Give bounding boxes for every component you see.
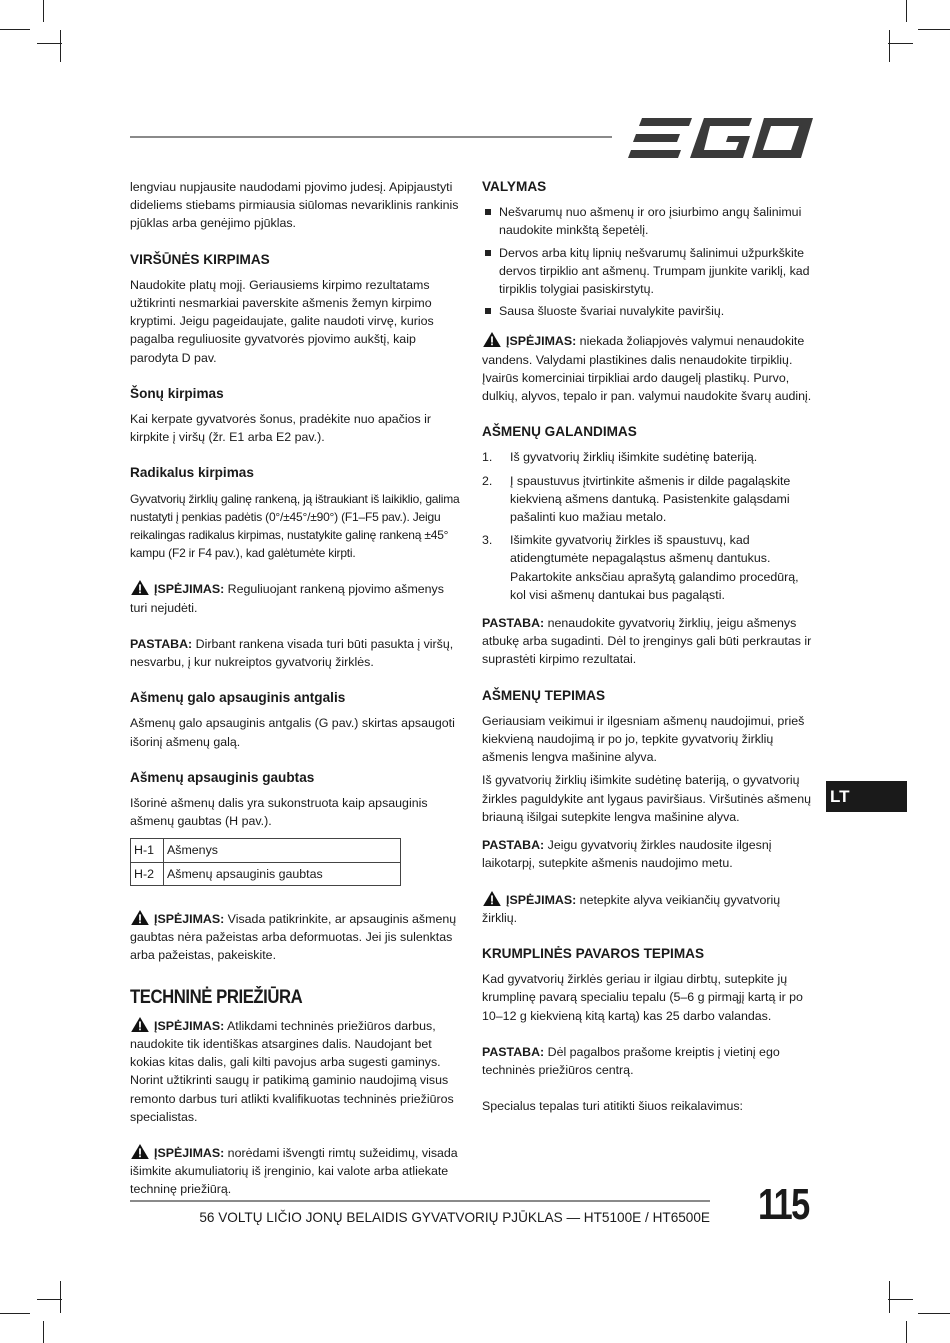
warning-triangle-icon xyxy=(130,1017,150,1032)
list-item: Dervos arba kitų lipnių nešvarumų šalinimui užpurkškite dervos tirpiklio ant ašmenų. Trumpam įjunkite variklį, kad tirpiklis tolygiai pasiskirstytų. xyxy=(482,244,812,299)
warning-triangle-icon xyxy=(482,891,502,906)
note-text: Dėl pagalbos prašome kreiptis į vietinį ego techninės priežiūros centrą. xyxy=(482,1044,780,1077)
crop-mark xyxy=(918,29,950,30)
warning-triangle-icon xyxy=(482,332,502,347)
crop-mark xyxy=(60,1281,61,1313)
list-item: 3. Išimkite gyvatvorių žirkles iš spaustuvų, kad atidengtumėte nepagaląstus ašmenų dantukus. Pakartokite anksčiau aprašytą galandimo procedūrą, kol visi ašmenų dantukai bus pagaląsti. xyxy=(482,533,799,602)
right-column xyxy=(482,178,812,1115)
section-title-sharpening: AŠMENŲ GALANDIMAS xyxy=(482,424,637,440)
list-item: 2. Į spaustuvus įtvirtinkite ašmenis ir dilde pagaląskite kiekvieną ašmens dantuką. Pasistenkite galąsdami pašalinti kuo mažiau metalo. xyxy=(482,473,791,525)
warning-text: niekada žoliapjovės valymui nenaudokite vandens. Valydami plastikines dalis nenaudokite tirpiklių. Įvairūs komerciniai tirpikliai ardo daugelį plastikų. Purvo, dulkių, alyvos, tepalo ir pan. valymui naudokite švarų audinį. xyxy=(482,334,812,404)
crop-mark xyxy=(888,43,913,44)
left-column xyxy=(130,178,464,1199)
grease-requirements: Specialus tepalas turi atitikti šiuos reikalavimus: xyxy=(482,1099,744,1114)
list-item: Nešvarumų nuo ašmenų ir oro įsiurbimo angų šalinimui naudokite minkštą šepetėlį. xyxy=(482,203,812,239)
warning-text: norėdami išvengti rimtų sužeidimų, visada išimkite akumuliatorių iš įrenginio, kai valote arba atliekate techninę priežiūrą. xyxy=(130,1145,458,1197)
warning-text: Visada patikrinkite, ar apsauginis ašmenų gaubtas nėra pažeistas arba deformuotas. Jei jis sulenktas arba pažeistas, pakeiskite. xyxy=(130,911,457,963)
warning-label: ĮSPĖJIMAS: xyxy=(506,334,577,349)
warning-handle xyxy=(130,580,464,616)
note-label: PASTABA: xyxy=(482,838,545,853)
list-item: 1. Iš gyvatvorių žirklių išimkite sudėtinę bateriją. xyxy=(482,450,758,465)
ego-logo xyxy=(628,116,813,160)
note-long-use xyxy=(482,836,812,872)
cleaning-list xyxy=(482,203,812,320)
sharpening-list xyxy=(482,448,812,604)
note-label: PASTABA: xyxy=(482,616,545,631)
radical-trim-paragraph: Gyvatvorių žirklių galinę rankeną, ją ištraukiant iš laikiklio, galima nustatyti į penkias padėtis (0°/±45°/±90°) (F1–F5 pav.). Jeigu reikalingas radikalus kirpimas, nustatykite galinę rankeną ±45° kampu (F2 ir F4 pav.), kad galėtumėte kirpti. xyxy=(130,491,460,561)
section-title-side-trim: Šonų kirpimas xyxy=(130,385,224,401)
note-label: PASTABA: xyxy=(130,636,193,651)
warning-triangle-icon xyxy=(130,580,150,595)
crop-mark xyxy=(37,1299,62,1300)
bullet-square-icon xyxy=(485,209,491,215)
crop-mark xyxy=(889,1281,890,1313)
section-title-maintenance: TECHNINĖ PRIEŽIŪRA xyxy=(130,986,303,1008)
part-value: Ašmenų apsauginis gaubtas xyxy=(164,862,401,885)
warning-running xyxy=(482,891,812,927)
warning-label: ĮSPĖJIMAS: xyxy=(154,582,225,597)
section-title-radical-trim: Radikalus kirpimas xyxy=(130,465,254,481)
warning-text: Atlikdami techninės priežiūros darbus, naudokite tik identiškas atsargines dalis. Naudojant bet kokias kitas dalis, gali kilti pavojus arba sugesti gaminys. Norint užtikrinti saugų ir patikimą gaminio naudojimą visus remonto darbus turi atlikti kvalifikuotas techninės priežiūros specialistas. xyxy=(130,1018,454,1124)
part-key: H-2 xyxy=(131,862,164,885)
warning-text: Reguliuojant rankeną pjovimo ašmenys turi nejudėti. xyxy=(130,582,444,615)
gear-paragraph: Kad gyvatvorių žirklės geriau ir ilgiau dirbtų, sutepkite jų krumplinę pavarą specialiu tepalu (5–6 g pirmąjį kartą ir po 10–12 g kiekvieną kitą kartą) kas 25 darbo valandas. xyxy=(482,972,803,1023)
footer-title: 56 VOLTŲ LIČIO JONŲ BELAIDIS GYVATVORIŲ PJŪKLAS — HT5100E / HT6500E xyxy=(199,1210,710,1225)
part-key: H-1 xyxy=(131,839,164,862)
section-title-blade-cover: Ašmenų apsauginis gaubtas xyxy=(130,769,315,785)
warning-triangle-icon xyxy=(130,1144,150,1159)
warning-text: netepkite alyva veikiančių gyvatvorių žirklių. xyxy=(482,892,781,925)
warning-label: ĮSPĖJIMAS: xyxy=(154,1145,225,1160)
top-trim-paragraph: Naudokite platų mojį. Geriausiems kirpimo rezultatams užtikrinti nesmarkiai paverskite ašmenis žemyn kirpimo kryptimi. Jeigu pageidaujate, galite naudoti virvę, kurios pagalba reguliuosite gyvatvorės pjovimo aukštį, kaip parodyta D pav. xyxy=(130,277,434,365)
warning-label: ĮSPĖJIMAS: xyxy=(154,1018,225,1033)
warning-parts xyxy=(130,1017,464,1126)
note-handle xyxy=(130,635,464,671)
note-blunt xyxy=(482,614,812,669)
blade-cover-paragraph: Išorinė ašmenų dalis yra sukonstruota kaip apsauginis ašmenų gaubtas (H pav.). xyxy=(130,796,428,829)
note-text: Jeigu gyvatvorių žirkles naudosite ilgesnį laikotarpį, sutepkite ašmenis naudojimo metu. xyxy=(482,838,772,871)
side-trim-paragraph: Kai kerpate gyvatvorės šonus, pradėkite nuo apačios ir kirpkite į viršų (žr. E1 arba E2 pav.). xyxy=(130,412,431,445)
table-row xyxy=(131,862,401,885)
section-title-top-trim: VIRŠŪNĖS KIRPIMAS xyxy=(130,251,270,267)
warning-cover xyxy=(130,910,464,965)
bullet-square-icon xyxy=(485,308,491,314)
page-number: 115 xyxy=(758,1180,809,1229)
part-value: Ašmenys xyxy=(164,839,401,862)
crop-mark xyxy=(918,1313,950,1314)
warning-label: ĮSPĖJIMAS: xyxy=(506,892,577,907)
crop-mark xyxy=(43,0,44,22)
crop-mark xyxy=(906,1321,907,1343)
section-title-cleaning: VALYMAS xyxy=(482,179,547,194)
warning-label: ĮSPĖJIMAS: xyxy=(154,911,225,926)
crop-mark xyxy=(0,29,30,30)
list-item: Sausa šluoste švariai nuvalykite paviršių. xyxy=(482,302,812,320)
warning-triangle-icon xyxy=(130,910,150,925)
header-rule xyxy=(130,136,612,138)
warning-water xyxy=(482,332,812,405)
crop-mark xyxy=(906,0,907,22)
warning-battery xyxy=(130,1144,464,1199)
crop-mark xyxy=(60,30,61,62)
note-text: Dirbant rankena visada turi būti pasukta į viršų, nesvarbu, į kur nukreiptos gyvatvorių žirklės. xyxy=(130,636,454,670)
lubrication-paragraph-1: Geriausiam veikimui ir ilgesniam ašmenų naudojimui, prieš kiekvieną naudojimą ir po jo, tepkite gyvatvorių žirklių ašmenis lengva mašinine alyva. xyxy=(482,713,805,765)
note-service xyxy=(482,1043,812,1079)
section-title-lubrication: AŠMENŲ TEPIMAS xyxy=(482,687,606,703)
crop-mark xyxy=(0,1313,30,1314)
crop-mark xyxy=(888,1299,913,1300)
crop-mark xyxy=(889,30,890,62)
section-title-gear: KRUMPLINĖS PAVAROS TEPIMAS xyxy=(482,945,705,961)
tip-guard-paragraph: Ašmenų galo apsauginis antgalis (G pav.) skirtas apsaugoti išorinį ašmenų galą. xyxy=(130,716,455,749)
section-title-tip-guard: Ašmenų galo apsauginis antgalis xyxy=(130,690,346,706)
language-tab: LT xyxy=(826,781,907,812)
intro-paragraph: lengviau nupjausite naudodami pjovimo judesį. Apipjaustyti dideliems stiebams pirmiausia siūlomas nevariklinis rankinis pjūklas arba genėjimo pjūklas. xyxy=(130,180,459,231)
lubrication-paragraph-2: Iš gyvatvorių žirklių išimkite sudėtinę bateriją, o gyvatvorių žirkles paguldykite ant lygaus paviršiaus. Viršutinės ašmenų briauną išilgai sutepkite lengva mašinine alyva. xyxy=(482,773,811,824)
table-row xyxy=(131,839,401,862)
bullet-square-icon xyxy=(485,250,491,256)
crop-mark xyxy=(43,1321,44,1343)
note-label: PASTABA: xyxy=(482,1044,545,1059)
note-text: nenaudokite gyvatvorių žirklių, jeigu ašmenys atbukę arba sugadinti. Dėl to įrenginys gali būti perkrautas ir suprastėti kirpimo rezultatai. xyxy=(482,616,812,667)
parts-table xyxy=(130,838,401,885)
footer-rule xyxy=(130,1200,710,1202)
crop-mark xyxy=(37,43,62,44)
